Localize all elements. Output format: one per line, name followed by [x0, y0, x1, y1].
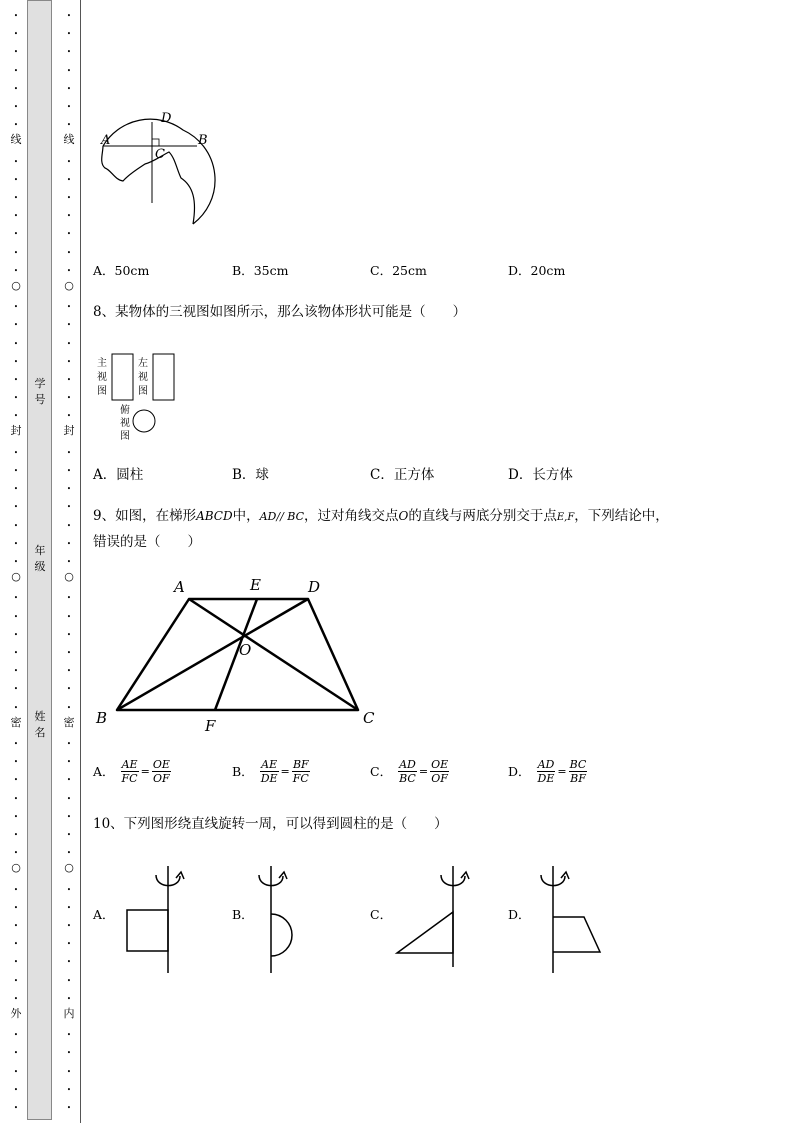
margin-dot: •	[66, 157, 72, 166]
margin-dot: •	[66, 376, 72, 384]
q8-option-b[interactable]: B．球	[232, 467, 269, 483]
margin-dot: •	[13, 849, 19, 858]
margin-dot: •	[13, 157, 19, 166]
margin-dot: •	[66, 66, 72, 75]
margin-dot: •	[66, 12, 72, 20]
field-grade: 年级	[34, 544, 46, 573]
q10-figure-c-triangle	[392, 862, 472, 977]
margin-dot: •	[13, 394, 19, 403]
q7-label-d: D	[161, 111, 172, 126]
margin-dot: •	[66, 849, 72, 858]
margin-dot: •	[13, 612, 19, 621]
margin-dot: •	[66, 1049, 72, 1058]
margin-dot: •	[66, 758, 72, 767]
margin-dot: •	[13, 594, 19, 603]
q7-label-b: B	[198, 133, 208, 148]
margin-dot: •	[66, 212, 72, 221]
margin-dot: •	[13, 667, 19, 676]
outer-margin-mark-2: 封	[10, 424, 22, 437]
margin-dot: •	[13, 758, 19, 767]
q8-front-label-2: 视	[97, 372, 107, 383]
q10-figure-d-trapezoid	[530, 862, 610, 977]
outer-margin-mark-6: 外	[10, 1007, 22, 1020]
inner-margin-mark-3: ○	[64, 570, 74, 583]
q9-d-right-fraction: $\frac{BC}{BF}$	[569, 758, 587, 785]
margin-dot: •	[66, 831, 72, 839]
q10-option-a-label[interactable]: A．	[93, 907, 115, 922]
margin-dot: •	[66, 303, 72, 312]
q9-b-right-fraction: $\frac{BF}{FC}$	[292, 758, 309, 785]
q9-label-d: D	[308, 578, 321, 596]
margin-dot: •	[66, 558, 72, 566]
margin-dot: •	[13, 66, 19, 75]
margin-dot: •	[13, 922, 19, 930]
margin-dot: •	[13, 885, 19, 894]
inner-border-line	[80, 0, 81, 1123]
margin-dot: •	[13, 994, 19, 1003]
q8-left-label-1: 左	[138, 358, 148, 369]
q9-b-left-fraction: $\frac{AE}{DE}$	[260, 758, 278, 785]
q7-option-c[interactable]: C．25cm	[370, 263, 427, 278]
margin-dot: •	[66, 903, 72, 912]
margin-dot: •	[66, 685, 72, 694]
q8-option-d[interactable]: D．长方体	[508, 467, 573, 483]
margin-dot: •	[66, 958, 72, 967]
margin-dot: •	[13, 339, 19, 348]
q9-a-right-fraction: $\frac{OE}{OF}$	[152, 758, 170, 785]
outer-margin-mark-5: ○	[11, 861, 21, 874]
margin-dot: •	[13, 194, 19, 202]
q7-figure	[95, 108, 220, 233]
q10-figure-b-semicircle	[250, 862, 320, 977]
q10-figure-a-square	[120, 862, 190, 977]
margin-dot: •	[13, 357, 19, 366]
q7-option-a[interactable]: A．50cm	[93, 263, 150, 278]
margin-dot: •	[66, 1085, 72, 1094]
field-name: 姓名	[34, 710, 46, 739]
margin-dot: •	[13, 831, 19, 839]
margin-dot: •	[66, 594, 72, 603]
margin-dot: •	[13, 1085, 19, 1094]
q9-label-f: F	[205, 717, 216, 735]
margin-dot: •	[66, 266, 72, 275]
q7-option-d[interactable]: D．20cm	[508, 263, 566, 278]
margin-dot: •	[66, 667, 72, 676]
outer-margin-mark-3: ○	[11, 570, 21, 583]
q9-label-b: B	[96, 709, 108, 727]
margin-dot: •	[13, 303, 19, 312]
margin-dot: •	[13, 794, 19, 803]
q7-label-a: A	[101, 133, 111, 148]
margin-dot: •	[13, 48, 19, 57]
margin-dot: •	[66, 230, 72, 239]
margin-dot: •	[13, 558, 19, 566]
q10-option-b-label[interactable]: B．	[232, 907, 254, 922]
margin-dot: •	[66, 467, 72, 475]
margin-dot: •	[66, 248, 72, 257]
margin-dot: •	[66, 194, 72, 202]
margin-dot: •	[66, 1067, 72, 1076]
margin-dot: •	[13, 776, 19, 785]
margin-dot: •	[66, 121, 72, 130]
q10-option-d-label[interactable]: D．	[508, 907, 531, 922]
q9-option-b[interactable]: B． $\frac{AE}{DE}$ = $\frac{BF}{FC}$	[232, 758, 309, 785]
margin-dot: •	[66, 485, 72, 494]
margin-dot: •	[13, 175, 19, 184]
margin-dot: •	[13, 1067, 19, 1076]
margin-dot: •	[13, 1031, 19, 1040]
margin-dot: •	[66, 448, 72, 457]
q9-option-d[interactable]: D． $\frac{AD}{DE}$ = $\frac{BC}{BF}$	[508, 758, 587, 785]
margin-dot: •	[66, 321, 72, 330]
q8-top-label-1: 俯	[120, 405, 130, 416]
margin-dot: •	[13, 630, 19, 639]
margin-dot: •	[13, 12, 19, 20]
q9-label-o: O	[239, 641, 252, 659]
margin-dot: •	[66, 703, 72, 712]
margin-dot: •	[13, 958, 19, 967]
margin-dot: •	[66, 994, 72, 1003]
margin-dot: •	[66, 630, 72, 639]
margin-dot: •	[13, 376, 19, 384]
margin-dot: •	[13, 212, 19, 221]
margin-dot: •	[66, 48, 72, 57]
margin-dot: •	[66, 539, 72, 548]
margin-dot: •	[66, 812, 72, 821]
margin-dot: •	[66, 740, 72, 748]
margin-dot: •	[66, 612, 72, 621]
margin-dot: •	[13, 649, 19, 657]
margin-dot: •	[13, 521, 19, 530]
inner-margin-mark-6: 内	[63, 1007, 75, 1020]
q9-c-right-fraction: $\frac{OE}{OF}$	[431, 758, 449, 785]
margin-dot: •	[13, 248, 19, 257]
q9-stem-line1: 9、如图，在梯形ABCD中，AD// BC，过对角线交点O的直线与两底分别交于点E,F，下列结论中，	[93, 508, 669, 524]
q9-label-e: E	[250, 576, 261, 594]
q8-stem: 8、某物体的三视图如图所示，那么该物体形状可能是（ ）	[93, 304, 467, 320]
margin-dot: •	[66, 84, 72, 93]
q8-option-a[interactable]: A．圆柱	[93, 467, 144, 483]
q7-option-b[interactable]: B．35cm	[232, 263, 289, 278]
margin-dot: •	[13, 412, 19, 421]
q9-stem-line2: 错误的是（ ）	[93, 534, 201, 550]
q9-label-c: C	[363, 709, 375, 727]
margin-dot: •	[66, 922, 72, 930]
margin-dot: •	[13, 448, 19, 457]
outer-margin-mark-4: 密	[10, 716, 22, 729]
margin-dot: •	[13, 266, 19, 275]
q9-option-a[interactable]: A． $\frac{AE}{FC}$ = $\frac{OE}{OF}$	[93, 758, 170, 785]
margin-dot: •	[13, 321, 19, 330]
margin-dot: •	[13, 976, 19, 985]
margin-dot: •	[66, 394, 72, 403]
margin-dot: •	[66, 794, 72, 803]
inner-margin-mark-5: ○	[64, 861, 74, 874]
margin-dot: •	[13, 703, 19, 712]
inner-margin-mark-0: 线	[63, 133, 75, 146]
inner-margin-mark-1: ○	[64, 279, 74, 292]
margin-dot: •	[13, 30, 19, 39]
q8-front-label-3: 图	[97, 386, 107, 397]
margin-dot: •	[66, 1031, 72, 1040]
margin-dot: •	[13, 812, 19, 821]
margin-dot: •	[13, 903, 19, 912]
margin-dot: •	[66, 1104, 72, 1112]
q9-d-left-fraction: $\frac{AD}{DE}$	[537, 758, 555, 785]
margin-dot: •	[13, 485, 19, 494]
q10-stem: 10、下列图形绕直线旋转一周，可以得到圆柱的是（ ）	[93, 816, 448, 832]
margin-dot: •	[66, 30, 72, 39]
q8-three-views	[95, 350, 185, 445]
q9-a-left-fraction: $\frac{AE}{FC}$	[121, 758, 138, 785]
q8-option-c[interactable]: C．正方体	[370, 467, 435, 483]
outer-margin-mark-1: ○	[11, 279, 21, 292]
margin-dot: •	[13, 539, 19, 548]
outer-margin-mark-0: 线	[10, 133, 22, 146]
q9-label-a: A	[174, 578, 185, 596]
margin-dot: •	[13, 685, 19, 694]
q9-option-c[interactable]: C． $\frac{AD}{BC}$ = $\frac{OE}{OF}$	[370, 758, 449, 785]
margin-dot: •	[13, 1104, 19, 1112]
margin-dot: •	[13, 503, 19, 512]
q8-left-label-2: 视	[138, 372, 148, 383]
q8-left-label-3: 图	[138, 386, 148, 397]
margin-dot: •	[66, 976, 72, 985]
q9-trapezoid-figure	[90, 572, 390, 737]
margin-dot: •	[66, 503, 72, 512]
q8-top-label-2: 视	[120, 418, 130, 429]
margin-dot: •	[66, 885, 72, 894]
margin-dot: •	[66, 339, 72, 348]
margin-dot: •	[13, 121, 19, 130]
margin-dot: •	[66, 521, 72, 530]
q9-c-left-fraction: $\frac{AD}{BC}$	[399, 758, 416, 785]
q10-option-c-label[interactable]: C．	[370, 907, 393, 922]
margin-dot: •	[66, 940, 72, 949]
inner-margin-mark-4: 密	[63, 716, 75, 729]
margin-dot: •	[13, 940, 19, 949]
margin-dot: •	[13, 467, 19, 475]
margin-dot: •	[66, 649, 72, 657]
margin-dot: •	[13, 1049, 19, 1058]
margin-dot: •	[13, 740, 19, 748]
margin-dot: •	[66, 175, 72, 184]
inner-margin-mark-2: 封	[63, 424, 75, 437]
margin-dot: •	[66, 776, 72, 785]
field-student-id: 学号	[34, 377, 46, 406]
margin-dot: •	[66, 357, 72, 366]
q8-front-label-1: 主	[97, 358, 107, 369]
q7-label-c: C	[155, 147, 165, 162]
q8-top-label-3: 图	[120, 431, 130, 442]
margin-dot: •	[13, 230, 19, 239]
margin-dot: •	[13, 84, 19, 93]
margin-dot: •	[66, 103, 72, 111]
margin-dot: •	[66, 412, 72, 421]
margin-dot: •	[13, 103, 19, 111]
